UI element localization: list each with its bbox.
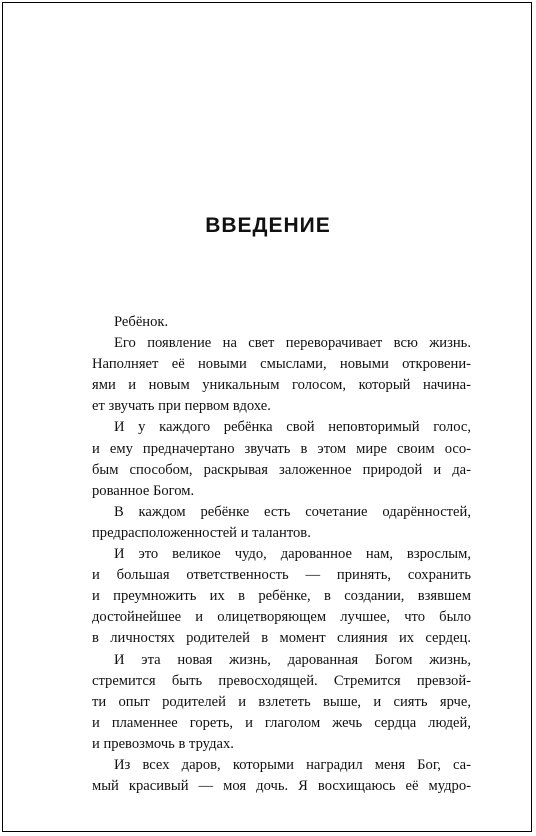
chapter-heading: ВВЕДЕНИЕ	[205, 214, 331, 237]
text-line: ет звучать при первом вдохе.	[92, 398, 271, 415]
text-line: и преумножить их в ребёнке, в создании, взявшем	[92, 588, 471, 605]
text-line: рованное Богом.	[92, 482, 195, 499]
body-text	[92, 312, 471, 797]
text-line: и превозмочь в трудах.	[92, 735, 234, 752]
text-line: ями и новым уникальным голосом, который начина-	[92, 377, 471, 394]
text-line: и пламеннее гореть, и глаголом жечь сердца людей,	[92, 714, 471, 731]
text-line: достойнейшее и олицетворяющем лучшее, что было	[92, 609, 471, 626]
text-line: И эта новая жизнь, дарованная Богом жизнь,	[114, 651, 471, 668]
text-line: И у каждого ребёнка свой неповторимый голос,	[114, 419, 471, 436]
text-line: Ребёнок.	[114, 314, 169, 330]
text-line: Из всех даров, которыми наградил меня Бог, са-	[114, 756, 471, 773]
text-line: стремится быть превосходящей. Стремится превзой-	[92, 672, 471, 689]
text-line: и ему предначертано звучать в этом мире своим осо-	[92, 440, 471, 457]
text-line: ти опыт родителей и взлететь выше, и сиять ярче,	[92, 693, 471, 710]
text-line: бым способом, раскрывая заложенное природой и да-	[92, 461, 471, 478]
text-line: И это великое чудо, дарованное нам, взрослым,	[114, 546, 471, 563]
text-line: В каждом ребёнке есть сочетание одарённостей,	[114, 503, 471, 520]
text-line: и большая ответственность — принять, сохранить	[92, 567, 471, 584]
text-line: предрасположенностей и талантов.	[92, 524, 311, 541]
text-line: Его появление на свет переворачивает всю жизнь.	[114, 335, 471, 352]
text-line: Наполняет её новыми смыслами, новыми откровени-	[92, 356, 471, 373]
text-line: в личностях родителей в момент слияния их сердец.	[92, 630, 471, 647]
text-line: мый красивый — моя дочь. Я восхищаюсь её мудро-	[92, 778, 471, 795]
